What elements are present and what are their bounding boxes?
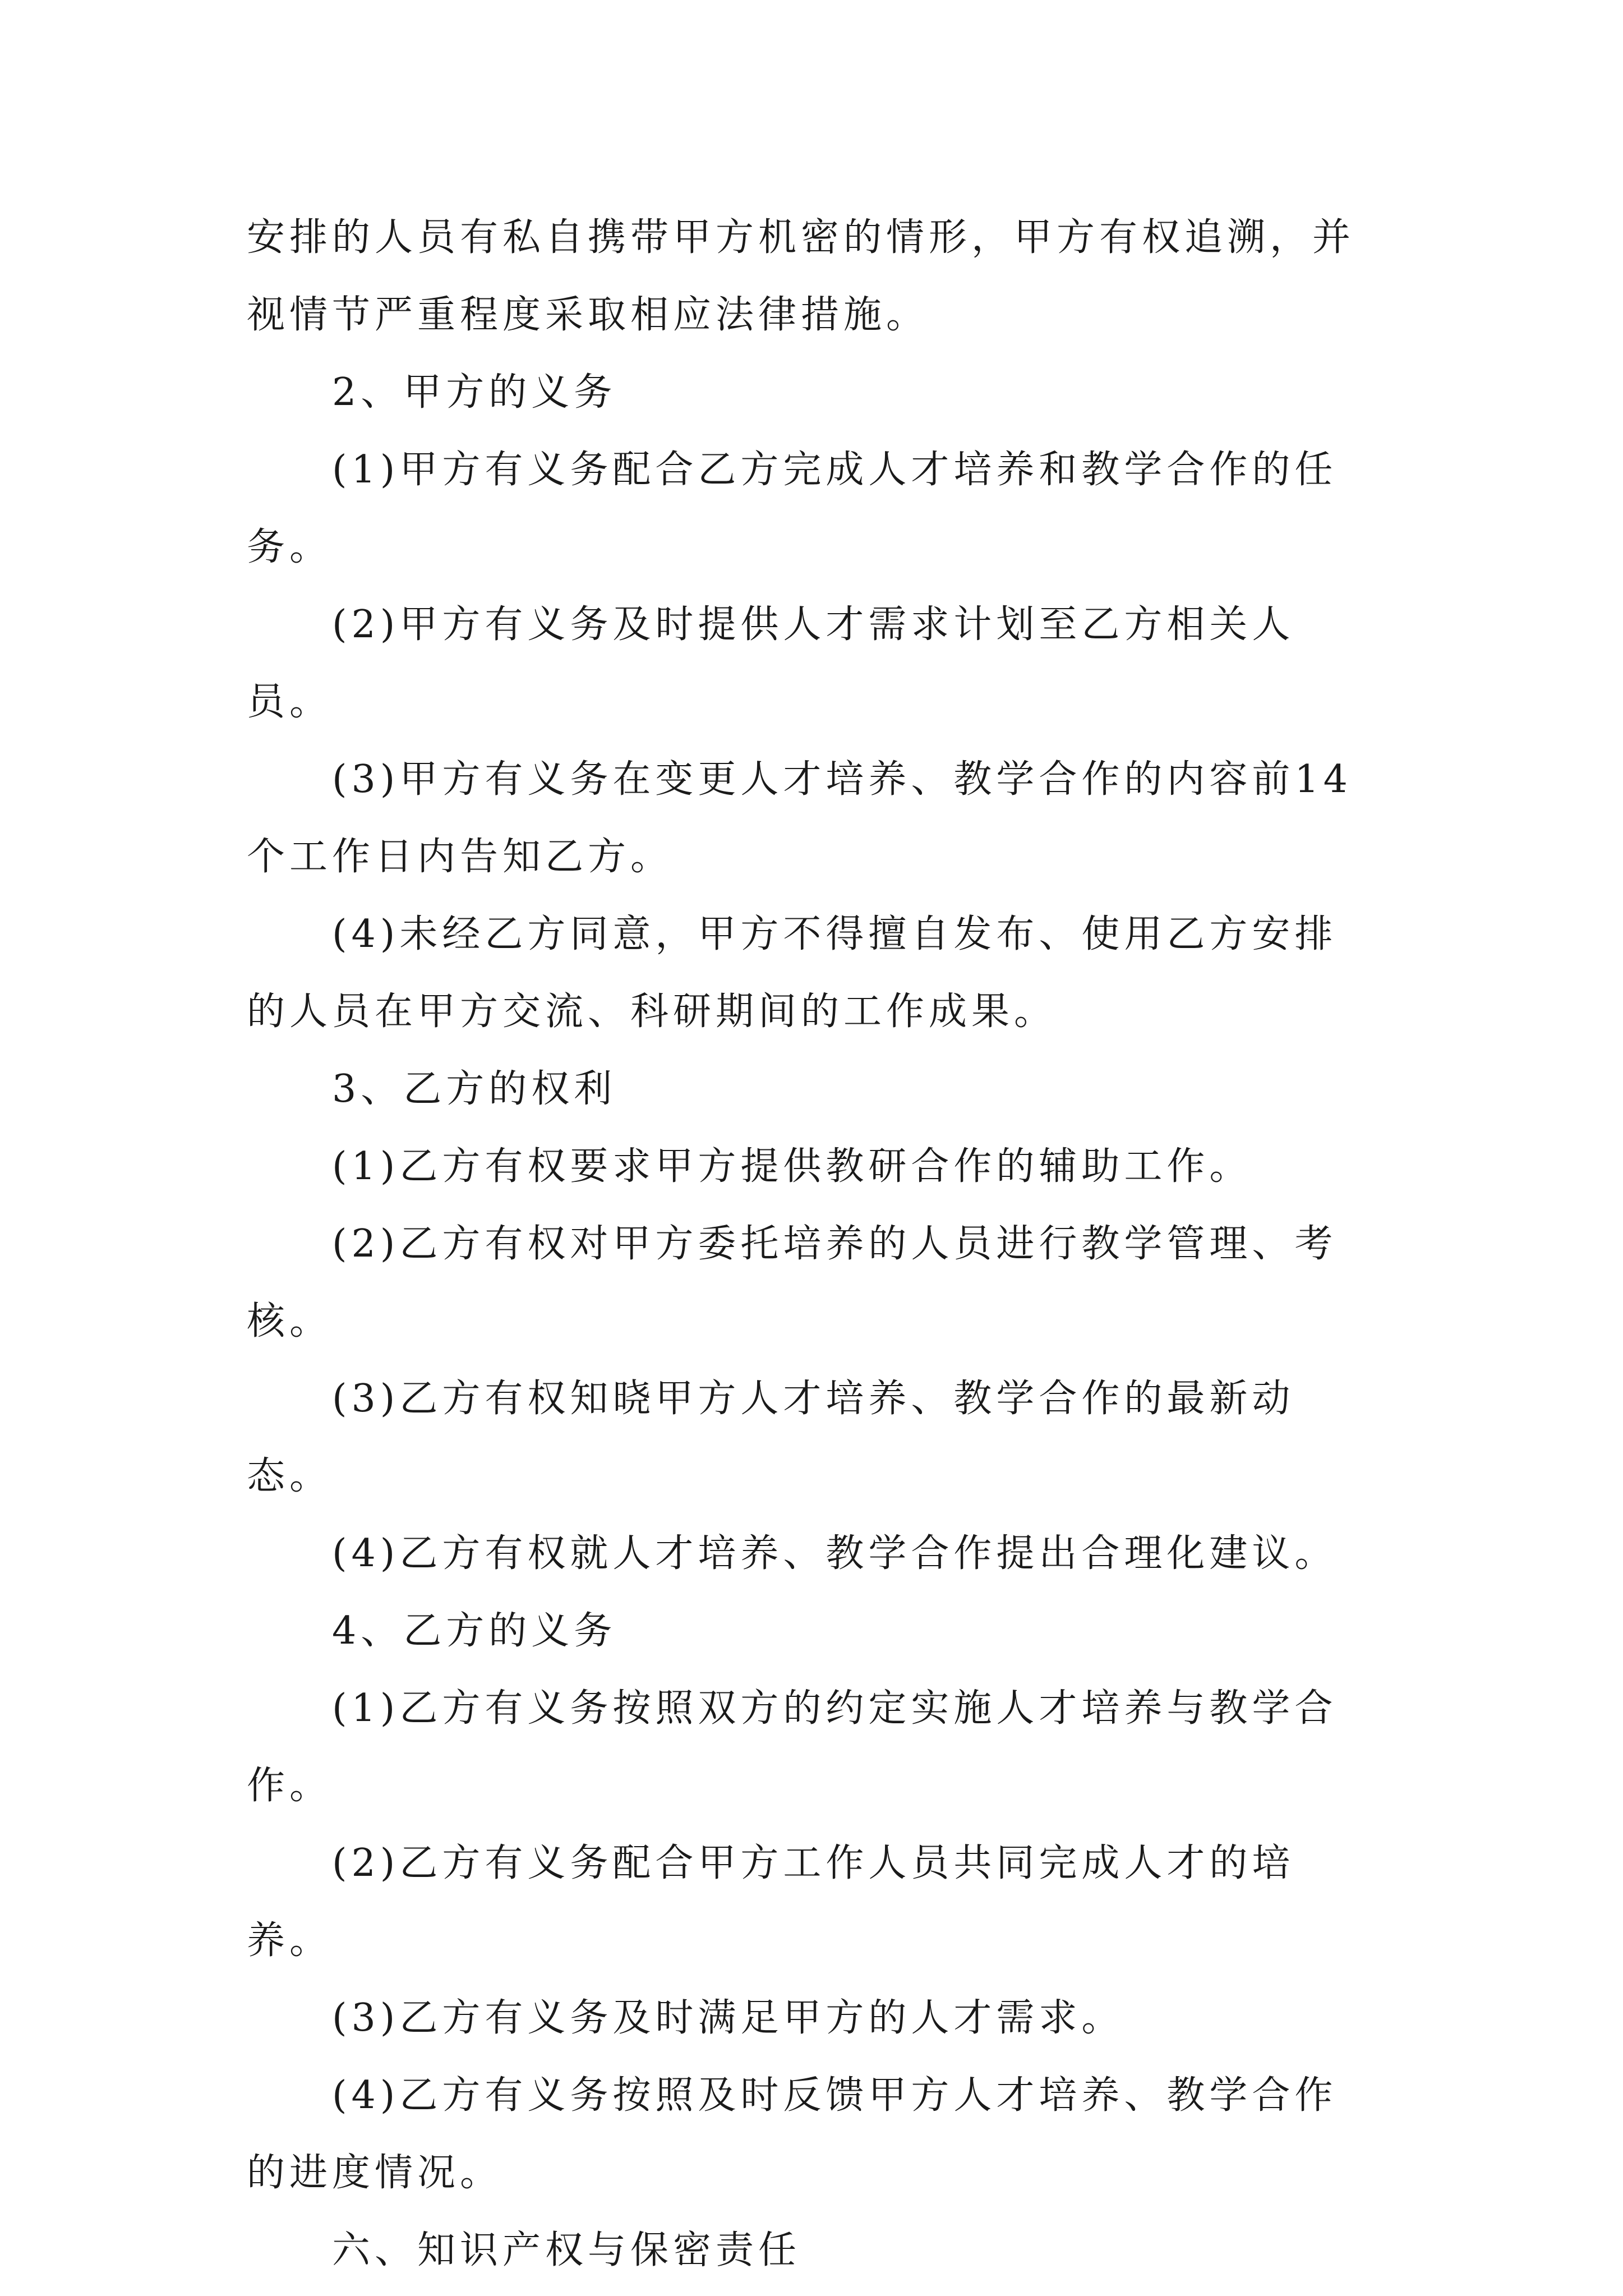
list-item: (1)乙方有权要求甲方提供教研合作的辅助工作。 [332,1144,1252,1189]
section-heading-party-b-obligations: 4、乙方的义务 [332,1609,617,1653]
list-item: (1)乙方有义务按照双方的约定实施人才培养与教学合作。 [247,1686,1338,1808]
section-heading-party-b-rights: 3、乙方的权利 [332,1067,617,1111]
list-item: (3)乙方有权知晓甲方人才培养、教学合作的最新动态。 [247,1377,1295,1498]
list-item: (4)未经乙方同意，甲方不得擅自发布、使用乙方安排的人员在甲方交流、科研期间的工作成果。 [247,912,1338,1034]
paragraph-continuation: 安排的人员有私自携带甲方机密的情形，甲方有权追溯，并视情节严重程度采取相应法律措施。 [247,215,1355,337]
list-item: (1)甲方有义务配合乙方完成人才培养和教学合作的任务。 [247,448,1338,569]
list-item: (4)乙方有义务按照及时反馈甲方人才培养、教学合作的进度情况。 [247,2073,1338,2195]
list-item: (2)甲方有义务及时提供人才需求计划至乙方相关人员。 [247,602,1295,724]
section-heading-ip-confidentiality: 六、知识产权与保密责任 [332,2228,801,2272]
list-item: (3)乙方有义务及时满足甲方的人才需求。 [332,1996,1124,2040]
document-body [247,199,1380,2289]
list-item: (3)甲方有义务在变更人才培养、教学合作的内容前14个工作日内告知乙方。 [247,757,1352,879]
list-item: (4)乙方有权就人才培养、教学合作提出合理化建议。 [332,1531,1338,1576]
list-item: (2)乙方有义务配合甲方工作人员共同完成人才的培养。 [247,1841,1295,1963]
section-heading-party-a-obligations: 2、甲方的义务 [332,370,617,415]
list-item: (2)乙方有权对甲方委托培养的人员进行教学管理、考核。 [247,1222,1338,1343]
